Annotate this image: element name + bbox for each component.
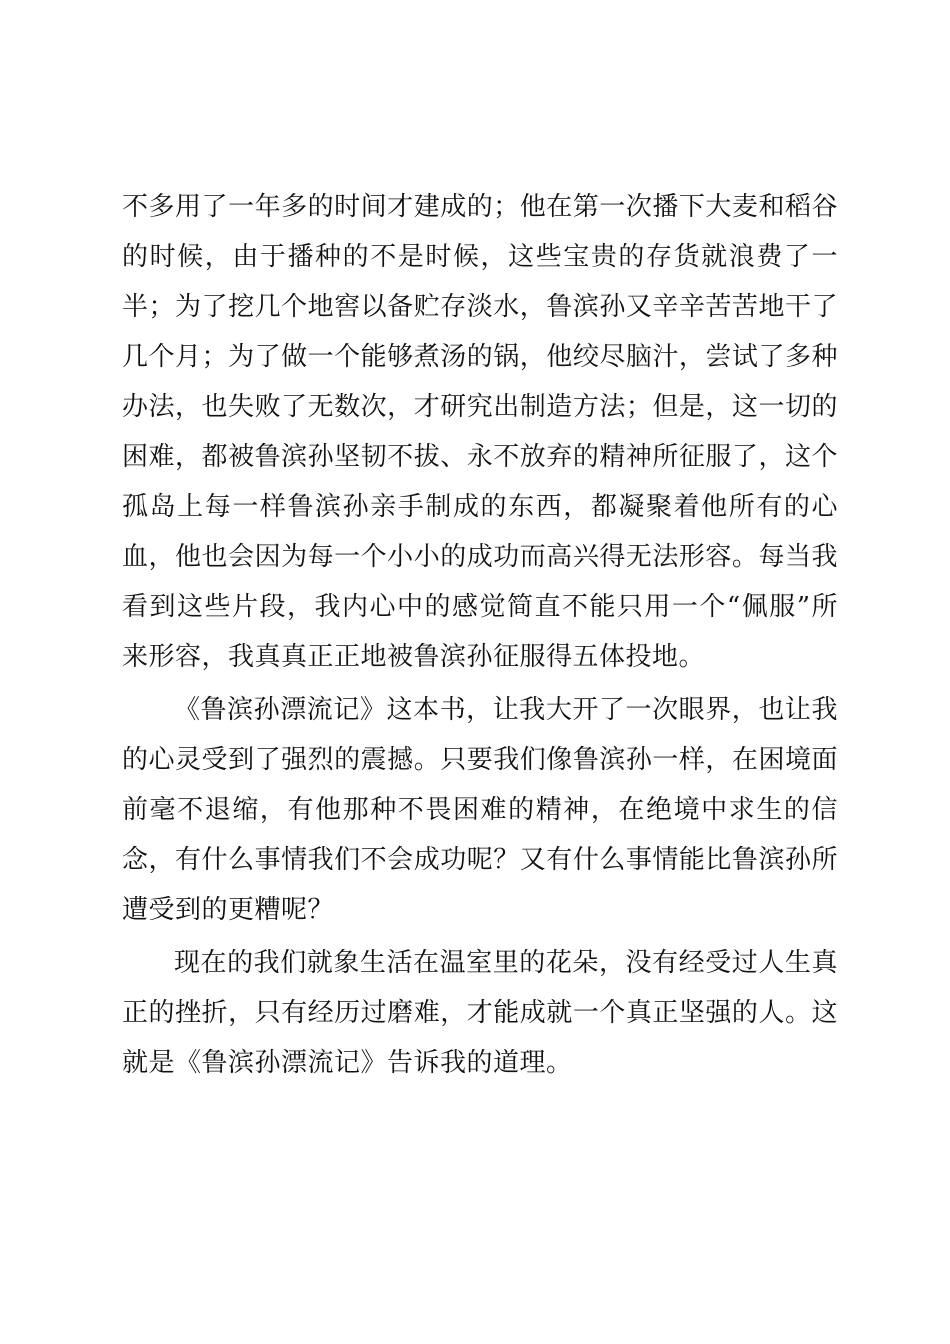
paragraph-book-impression: 《鲁滨孙漂流记》这本书，让我大开了一次眼界，也让我的心灵受到了强烈的震撼。只要我们像鲁滨孙一样，在困境面前毫不退缩，有他那种不畏困难的精神，在绝境中求生的信念，有什么事情我们不会成功呢？又有什么事情能比鲁滨孙所遭受到的更糟呢？	[122, 695, 838, 925]
document-body	[122, 182, 838, 1088]
paragraph-continuation: 不多用了一年多的时间才建成的；他在第一次播下大麦和稻谷的时候，由于播种的不是时候，这些宝贵的存货就浪费了一半；为了挖几个地窖以备贮存淡水，鲁滨孙又辛辛苦苦地干了几个月；为了做一个能够煮汤的锅，他绞尽脑汁，尝试了多种办法，也失败了无数次，才研究出制造方法；但是，这一切的困难，都被鲁滨孙坚韧不拔、永不放弃的精神所征服了，这个孤岛上每一样鲁滨孙亲手制成的东西，都凝聚着他所有的心血，他也会因为每一个小小的成功而高兴得无法形容。每当我看到这些片段，我内心中的感觉简直不能只用一个“佩服”所来形容，我真真正正地被鲁滨孙征服得五体投地。	[122, 192, 838, 672]
paragraph-conclusion: 现在的我们就象生活在温室里的花朵，没有经受过人生真正的挫折，只有经历过磨难，才能成就一个真正坚强的人。这就是《鲁滨孙漂流记》告诉我的道理。	[122, 948, 838, 1078]
